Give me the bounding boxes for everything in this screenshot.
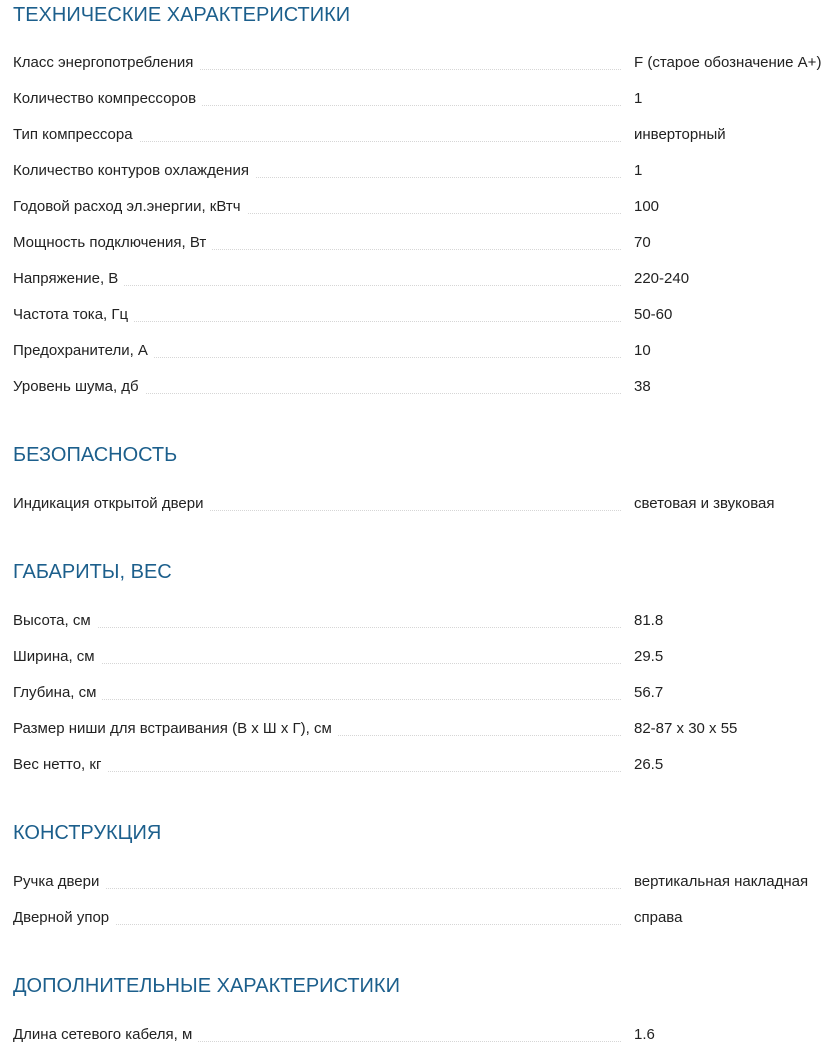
spec-row <box>13 233 834 255</box>
spec-value: 26.5 <box>634 756 664 773</box>
spec-value: 220-240 <box>634 270 690 287</box>
spec-row <box>13 341 834 363</box>
section-title-technical: ТЕХНИЧЕСКИЕ ХАРАКТЕРИСТИКИ <box>13 4 351 26</box>
spec-value: 56.7 <box>634 684 664 701</box>
spec-row <box>13 1025 834 1047</box>
spec-row <box>13 161 834 183</box>
dotted-leader <box>13 663 621 664</box>
spec-label: Годовой расход эл.энергии, кВтч <box>13 197 247 217</box>
spec-row <box>13 683 834 705</box>
spec-label: Размер ниши для встраивания (В х Ш х Г), см <box>13 719 338 739</box>
spec-value: 38 <box>634 378 651 395</box>
spec-label: Количество компрессоров <box>13 89 202 109</box>
spec-row <box>13 719 834 741</box>
spec-row <box>13 494 834 516</box>
spec-value: 82-87 х 30 х 55 <box>634 720 738 737</box>
spec-label: Предохранители, А <box>13 341 154 361</box>
spec-value: 1 <box>634 162 643 179</box>
spec-value: инверторный <box>634 126 726 143</box>
spec-label: Ручка двери <box>13 872 105 892</box>
spec-value: световая и звуковая <box>634 495 775 512</box>
spec-label: Уровень шума, дб <box>13 377 145 397</box>
spec-value: справа <box>634 909 683 926</box>
spec-label: Количество контуров охлаждения <box>13 161 255 181</box>
spec-row <box>13 53 834 75</box>
spec-row <box>13 872 834 894</box>
spec-label: Напряжение, В <box>13 269 124 289</box>
spec-value: вертикальная накладная <box>634 873 809 890</box>
spec-label: Вес нетто, кг <box>13 755 107 775</box>
spec-value: 1 <box>634 90 643 107</box>
section-title-dimensions: ГАБАРИТЫ, ВЕС <box>13 561 172 583</box>
spec-value: F (старое обозначение А+) <box>634 54 822 71</box>
spec-label: Класс энергопотребления <box>13 53 199 73</box>
spec-value: 70 <box>634 234 651 251</box>
spec-value: 1.6 <box>634 1026 655 1043</box>
spec-row <box>13 89 834 111</box>
spec-label: Высота, см <box>13 611 97 631</box>
spec-row <box>13 305 834 327</box>
spec-row <box>13 647 834 669</box>
spec-label: Ширина, см <box>13 647 101 667</box>
spec-label: Мощность подключения, Вт <box>13 233 212 253</box>
spec-row <box>13 908 834 930</box>
spec-label: Тип компрессора <box>13 125 139 145</box>
spec-label: Глубина, см <box>13 683 102 703</box>
spec-row <box>13 125 834 147</box>
spec-row <box>13 611 834 633</box>
dotted-leader <box>13 627 621 628</box>
spec-row <box>13 269 834 291</box>
dotted-leader <box>13 699 621 700</box>
spec-value: 10 <box>634 342 651 359</box>
spec-label: Дверной упор <box>13 908 115 928</box>
spec-value: 29.5 <box>634 648 664 665</box>
spec-value: 50-60 <box>634 306 673 323</box>
spec-row <box>13 755 834 777</box>
spec-value: 100 <box>634 198 660 215</box>
spec-label: Частота тока, Гц <box>13 305 134 325</box>
section-title-safety: БЕЗОПАСНОСТЬ <box>13 444 178 466</box>
spec-value: 81.8 <box>634 612 664 629</box>
spec-label: Индикация открытой двери <box>13 494 209 514</box>
spec-label: Длина сетевого кабеля, м <box>13 1025 198 1045</box>
spec-row <box>13 197 834 219</box>
section-title-additional: ДОПОЛНИТЕЛЬНЫЕ ХАРАКТЕРИСТИКИ <box>13 975 400 997</box>
section-title-construction: КОНСТРУКЦИЯ <box>13 822 162 844</box>
spec-row <box>13 377 834 399</box>
